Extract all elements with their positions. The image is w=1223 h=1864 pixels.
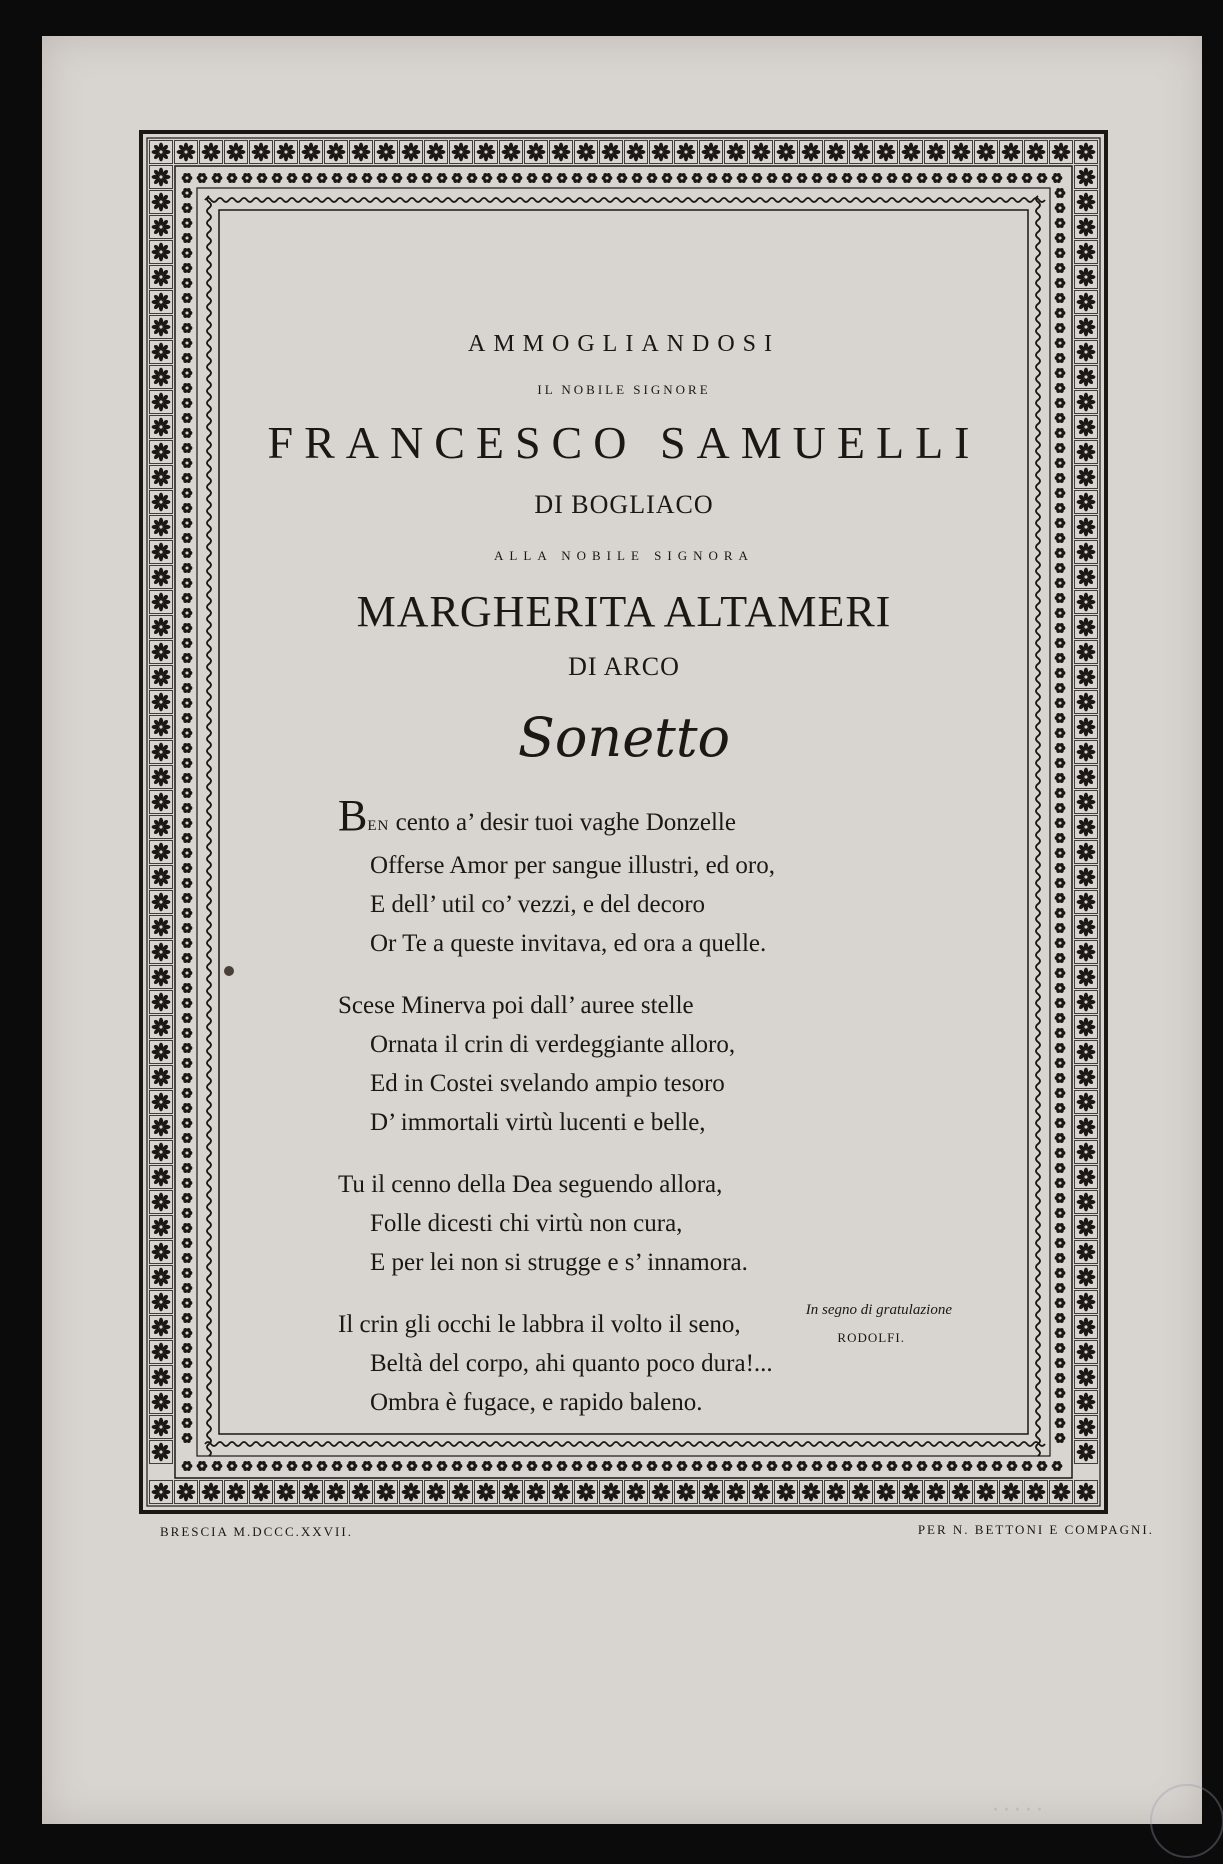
stanza-3 [338, 1165, 978, 1282]
poem-line: D’ immortali virtù lucenti e belle, [370, 1109, 706, 1136]
groom-place: DI BOGLIACO [534, 490, 714, 519]
stanza-4 [338, 1305, 978, 1422]
poem-line: Offerse Amor per sangue illustri, ed oro, [370, 852, 775, 879]
poem-line: Ombra è fugace, e rapido baleno. [370, 1389, 703, 1416]
stanza-1 [338, 791, 978, 963]
bride-place: DI ARCO [568, 652, 680, 681]
drop-cap: B [338, 791, 368, 840]
author-name: RODOLFI. [837, 1330, 905, 1345]
poem-line: Beltà del corpo, ahi quanto poco dura!... [370, 1350, 773, 1377]
groom-name: FRANCESCO SAMUELLI [267, 417, 981, 468]
genre-title: Sonetto [517, 706, 731, 769]
ink-spot [224, 966, 234, 976]
poem-line: Tu il cenno della Dea seguendo allora, [338, 1171, 723, 1198]
small-caps: EN [367, 818, 390, 834]
poem-line: Ed in Costei svelando ampio tesoro [370, 1070, 725, 1097]
paper-sheet [42, 36, 1202, 1824]
stanza-2 [338, 986, 978, 1142]
poem-line-rest: cento a’ desir tuoi vaghe Donzelle [389, 809, 736, 836]
imprint-place-date: BRESCIA M.DCCC.XXVII. [160, 1524, 353, 1539]
poem-line: Folle dicesti chi virtù non cura, [370, 1210, 683, 1237]
faint-shelfmark: ····· [992, 1798, 1047, 1823]
poem-line: E dell’ util co’ vezzi, e del decoro [370, 891, 706, 918]
poem-line: Ornata il crin di verdeggiante alloro, [370, 1031, 736, 1058]
dedication-line: In segno di gratulazione [805, 1302, 952, 1318]
poem-line [338, 791, 978, 846]
bride-name: MARGHERITA ALTAMERI [356, 587, 892, 636]
imprint-printer: PER N. BETTONI E COMPAGNI. [917, 1522, 1154, 1537]
main-content [240, 236, 1008, 1416]
poem-line: Or Te a queste invitava, ed ora a quelle. [370, 930, 767, 957]
poem-line: Scese Minerva poi dall’ auree stelle [338, 992, 694, 1019]
occasion-heading: AMMOGLIANDOSI [468, 331, 780, 357]
poem-line: Il crin gli occhi le labbra il volto il seno, [338, 1311, 741, 1338]
sonnet-text [338, 791, 978, 1445]
library-stamp [1150, 1784, 1223, 1858]
groom-title: IL NOBILE SIGNORE [537, 382, 711, 397]
poem-line: E per lei non si strugge e s’ innamora. [370, 1249, 748, 1276]
bride-title: ALLA NOBILE SIGNORA [494, 548, 754, 563]
